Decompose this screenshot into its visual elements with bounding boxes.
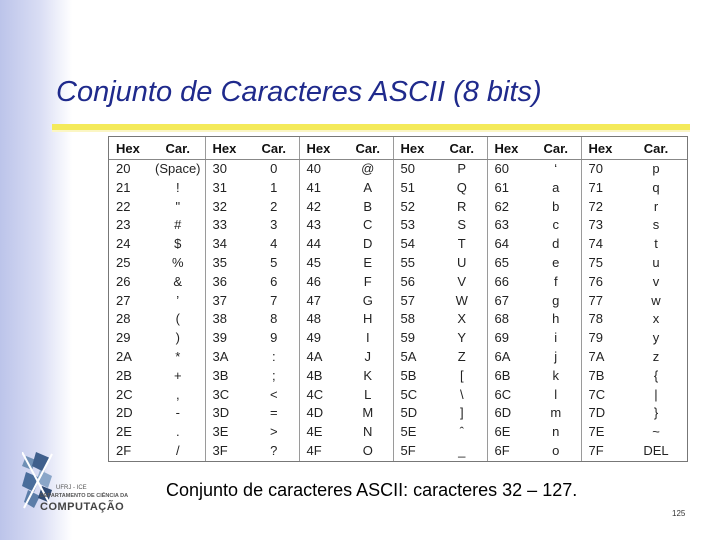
hex-code-cell: 60 xyxy=(487,160,531,179)
logo-emblem-icon xyxy=(22,452,52,508)
hex-code-cell: 77 xyxy=(581,292,625,311)
hex-code-cell: 6D xyxy=(487,404,531,423)
character-cell: P xyxy=(457,161,467,176)
hex-code-cell: 63 xyxy=(487,216,531,235)
character-cell: H xyxy=(363,311,373,327)
hex-code-cell: 43 xyxy=(299,216,343,235)
ascii-table-header-row xyxy=(109,137,687,160)
character-cell: " xyxy=(175,198,181,214)
table-row xyxy=(109,198,687,217)
hex-code-cell: 68 xyxy=(487,310,531,329)
hex-code-cell: 7F xyxy=(581,442,625,461)
character-cell: ) xyxy=(175,330,180,346)
character-cell: ; xyxy=(271,367,276,383)
header-hex: Hex xyxy=(393,137,437,160)
table-row xyxy=(109,292,687,311)
character-cell: (Space) xyxy=(154,161,201,176)
title-underline-shadow xyxy=(52,130,690,132)
character-cell: Z xyxy=(457,348,466,364)
table-row xyxy=(109,386,687,405)
character-cell: F xyxy=(363,273,372,289)
character-cell: Y xyxy=(457,330,467,346)
logo-text-institution: UFRJ - ICE xyxy=(56,485,87,491)
character-cell: 7 xyxy=(270,292,278,308)
hex-code-cell: 29 xyxy=(116,330,131,346)
hex-code-cell: 3D xyxy=(205,404,249,423)
hex-code-cell: 21 xyxy=(116,179,131,195)
character-cell: A xyxy=(363,179,373,195)
character-cell: u xyxy=(652,254,660,270)
character-cell: n xyxy=(552,424,560,440)
hex-code-cell: 76 xyxy=(581,273,625,292)
character-cell: 5 xyxy=(270,254,278,270)
hex-code-cell: 51 xyxy=(393,179,437,198)
hex-code-cell: 78 xyxy=(581,310,625,329)
character-cell: _ xyxy=(458,442,466,458)
hex-code-cell: 4E xyxy=(299,423,343,442)
page-number: 125 xyxy=(672,509,686,518)
hex-code-cell: 67 xyxy=(487,292,531,311)
character-cell: I xyxy=(365,330,370,346)
character-cell: . xyxy=(175,424,180,440)
header-char: Car. xyxy=(531,137,581,160)
character-cell: [ xyxy=(459,367,464,383)
hex-code-cell: 34 xyxy=(205,235,249,254)
hex-code-cell: 7E xyxy=(581,423,625,442)
character-cell: c xyxy=(552,217,559,233)
character-cell: - xyxy=(175,405,180,421)
hex-code-cell: 3F xyxy=(205,442,249,461)
hex-code-cell: 4A xyxy=(299,348,343,367)
hex-code-cell: 2E xyxy=(116,424,132,440)
hex-code-cell: 73 xyxy=(581,216,625,235)
character-cell: T xyxy=(457,236,466,252)
hex-code-cell: 6C xyxy=(487,386,531,405)
character-cell: r xyxy=(653,198,659,214)
character-cell: B xyxy=(363,198,373,214)
character-cell: i xyxy=(554,330,558,346)
table-row xyxy=(109,442,687,461)
ascii-table-body xyxy=(109,160,687,461)
hex-code-cell: 56 xyxy=(393,273,437,292)
character-cell: ( xyxy=(175,311,180,327)
character-cell: 0 xyxy=(270,161,278,176)
hex-code-cell: 24 xyxy=(116,236,131,252)
hex-code-cell: 20 xyxy=(116,161,131,176)
character-cell: d xyxy=(552,236,560,252)
character-cell: % xyxy=(171,254,184,270)
character-cell: Q xyxy=(456,179,467,195)
character-cell: $ xyxy=(174,236,182,252)
hex-code-cell: 5B xyxy=(393,367,437,386)
hex-code-cell: 41 xyxy=(299,179,343,198)
hex-code-cell: 79 xyxy=(581,329,625,348)
table-row xyxy=(109,329,687,348)
hex-code-cell: 75 xyxy=(581,254,625,273)
character-cell: ˆ xyxy=(459,424,464,440)
hex-code-cell: 7A xyxy=(581,348,625,367)
character-cell: 9 xyxy=(270,330,278,346)
hex-code-cell: 4B xyxy=(299,367,343,386)
hex-code-cell: 58 xyxy=(393,310,437,329)
character-cell: > xyxy=(269,424,278,440)
character-cell: w xyxy=(651,292,661,308)
table-row xyxy=(109,179,687,198)
character-cell: V xyxy=(457,273,467,289)
character-cell: M xyxy=(362,405,374,421)
header-char: Car. xyxy=(625,137,687,160)
character-cell: G xyxy=(362,292,373,308)
hex-code-cell: 2A xyxy=(116,348,132,364)
ascii-table xyxy=(109,137,687,461)
header-hex: Hex xyxy=(487,137,531,160)
character-cell: f xyxy=(553,273,558,289)
header-hex: Hex xyxy=(109,137,151,160)
hex-code-cell: 5F xyxy=(393,442,437,461)
character-cell: @ xyxy=(361,161,375,176)
character-cell: , xyxy=(175,386,180,402)
character-cell: z xyxy=(652,348,660,364)
hex-code-cell: 46 xyxy=(299,273,343,292)
character-cell: k xyxy=(552,367,559,383)
character-cell: ‘ xyxy=(554,161,558,176)
header-char: Car. xyxy=(249,137,299,160)
character-cell: b xyxy=(552,198,560,214)
hex-code-cell: 44 xyxy=(299,235,343,254)
character-cell: J xyxy=(364,348,371,364)
character-cell: U xyxy=(457,254,467,270)
character-cell: O xyxy=(362,442,373,458)
character-cell: } xyxy=(653,405,659,421)
hex-code-cell: 72 xyxy=(581,198,625,217)
character-cell: t xyxy=(654,236,658,252)
table-row xyxy=(109,160,687,179)
header-char: Car. xyxy=(151,137,205,160)
hex-code-cell: 6A xyxy=(487,348,531,367)
table-row xyxy=(109,423,687,442)
hex-code-cell: 6E xyxy=(487,423,531,442)
hex-code-cell: 74 xyxy=(581,235,625,254)
character-cell: 2 xyxy=(270,198,278,214)
hex-code-cell: 62 xyxy=(487,198,531,217)
character-cell: DEL xyxy=(643,442,669,458)
hex-code-cell: 57 xyxy=(393,292,437,311)
header-char: Car. xyxy=(437,137,487,160)
character-cell: l xyxy=(554,386,558,402)
character-cell: D xyxy=(363,236,373,252)
hex-code-cell: 25 xyxy=(116,254,131,270)
header-hex: Hex xyxy=(205,137,249,160)
character-cell: X xyxy=(457,311,467,327)
character-cell: W xyxy=(455,292,468,308)
hex-code-cell: 5E xyxy=(393,423,437,442)
hex-code-cell: 55 xyxy=(393,254,437,273)
hex-code-cell: 2C xyxy=(116,386,133,402)
character-cell: ! xyxy=(175,179,180,195)
hex-code-cell: 40 xyxy=(299,160,343,179)
hex-code-cell: 36 xyxy=(205,273,249,292)
character-cell: q xyxy=(652,179,660,195)
character-cell: E xyxy=(363,254,373,270)
character-cell: g xyxy=(552,292,560,308)
hex-code-cell: 50 xyxy=(393,160,437,179)
character-cell: N xyxy=(363,424,373,440)
hex-code-cell: 47 xyxy=(299,292,343,311)
hex-code-cell: 4F xyxy=(299,442,343,461)
hex-code-cell: 7D xyxy=(581,404,625,423)
hex-code-cell: 2F xyxy=(116,442,132,458)
table-row xyxy=(109,310,687,329)
hex-code-cell: 7B xyxy=(581,367,625,386)
hex-code-cell: 2B xyxy=(116,367,132,383)
hex-code-cell: 3A xyxy=(205,348,249,367)
logo-text-department: DEPARTAMENTO DE CIÊNCIA DA xyxy=(40,493,129,499)
hex-code-cell: 42 xyxy=(299,198,343,217)
character-cell: = xyxy=(269,405,278,421)
character-cell: / xyxy=(175,442,180,458)
table-row xyxy=(109,216,687,235)
hex-code-cell: 3B xyxy=(205,367,249,386)
character-cell: L xyxy=(364,386,372,402)
logo-text-computacao: COMPUTAÇÃO xyxy=(40,501,125,513)
character-cell: 1 xyxy=(270,179,278,195)
hex-code-cell: 61 xyxy=(487,179,531,198)
hex-code-cell: 48 xyxy=(299,310,343,329)
character-cell: S xyxy=(457,217,467,233)
hex-code-cell: 5C xyxy=(393,386,437,405)
hex-code-cell: 65 xyxy=(487,254,531,273)
character-cell: x xyxy=(652,311,660,327)
hex-code-cell: 49 xyxy=(299,329,343,348)
hex-code-cell: 30 xyxy=(205,160,249,179)
hex-code-cell: 28 xyxy=(116,311,131,327)
character-cell: : xyxy=(271,348,276,364)
hex-code-cell: 32 xyxy=(205,198,249,217)
hex-code-cell: 26 xyxy=(116,273,131,289)
character-cell: s xyxy=(652,217,660,233)
character-cell: | xyxy=(654,386,658,402)
hex-code-cell: 6F xyxy=(487,442,531,461)
character-cell: ’ xyxy=(176,292,180,308)
header-char: Car. xyxy=(343,137,393,160)
header-hex: Hex xyxy=(299,137,343,160)
character-cell: C xyxy=(363,217,373,233)
hex-code-cell: 54 xyxy=(393,235,437,254)
hex-code-cell: 66 xyxy=(487,273,531,292)
hex-code-cell: 3C xyxy=(205,386,249,405)
character-cell: m xyxy=(550,405,562,421)
hex-code-cell: 69 xyxy=(487,329,531,348)
hex-code-cell: 7C xyxy=(581,386,625,405)
hex-code-cell: 35 xyxy=(205,254,249,273)
hex-code-cell: 3E xyxy=(205,423,249,442)
character-cell: y xyxy=(652,330,660,346)
hex-code-cell: 27 xyxy=(116,292,131,308)
character-cell: K xyxy=(363,367,373,383)
hex-code-cell: 4D xyxy=(299,404,343,423)
hex-code-cell: 70 xyxy=(581,160,625,179)
hex-code-cell: 4C xyxy=(299,386,343,405)
hex-code-cell: 45 xyxy=(299,254,343,273)
character-cell: \ xyxy=(459,386,464,402)
hex-code-cell: 31 xyxy=(205,179,249,198)
character-cell: ~ xyxy=(652,424,660,440)
table-row xyxy=(109,235,687,254)
character-cell: R xyxy=(457,198,467,214)
hex-code-cell: 2D xyxy=(116,405,133,421)
hex-code-cell: 59 xyxy=(393,329,437,348)
hex-code-cell: 23 xyxy=(116,217,131,233)
character-cell: 4 xyxy=(270,236,278,252)
header-hex: Hex xyxy=(581,137,625,160)
character-cell: o xyxy=(552,442,560,458)
character-cell: < xyxy=(269,386,278,402)
hex-code-cell: 5D xyxy=(393,404,437,423)
ascii-table-frame xyxy=(108,136,688,462)
character-cell: h xyxy=(552,311,560,327)
character-cell: ] xyxy=(459,405,464,421)
character-cell: 3 xyxy=(270,217,278,233)
table-row xyxy=(109,273,687,292)
hex-code-cell: 37 xyxy=(205,292,249,311)
character-cell: e xyxy=(552,254,560,270)
slide-title: Conjunto de Caracteres ASCII (8 bits) xyxy=(56,76,542,108)
table-row xyxy=(109,254,687,273)
hex-code-cell: 33 xyxy=(205,216,249,235)
table-caption: Conjunto de caracteres ASCII: caracteres 32 – 127. xyxy=(166,480,578,500)
hex-code-cell: 38 xyxy=(205,310,249,329)
hex-code-cell: 5A xyxy=(393,348,437,367)
character-cell: { xyxy=(653,367,659,383)
character-cell: a xyxy=(552,179,560,195)
hex-code-cell: 39 xyxy=(205,329,249,348)
hex-code-cell: 52 xyxy=(393,198,437,217)
hex-code-cell: 64 xyxy=(487,235,531,254)
character-cell: ? xyxy=(270,442,278,458)
hex-code-cell: 71 xyxy=(581,179,625,198)
hex-code-cell: 6B xyxy=(487,367,531,386)
character-cell: # xyxy=(174,217,182,233)
character-cell: * xyxy=(175,348,181,364)
hex-code-cell: 22 xyxy=(116,198,131,214)
table-row xyxy=(109,367,687,386)
character-cell: & xyxy=(173,273,183,289)
hex-code-cell: 53 xyxy=(393,216,437,235)
table-row xyxy=(109,404,687,423)
character-cell: j xyxy=(554,348,558,364)
character-cell: p xyxy=(652,161,660,176)
table-row xyxy=(109,348,687,367)
character-cell: v xyxy=(652,273,660,289)
character-cell: + xyxy=(173,367,182,383)
character-cell: 6 xyxy=(270,273,278,289)
character-cell: 8 xyxy=(270,311,278,327)
